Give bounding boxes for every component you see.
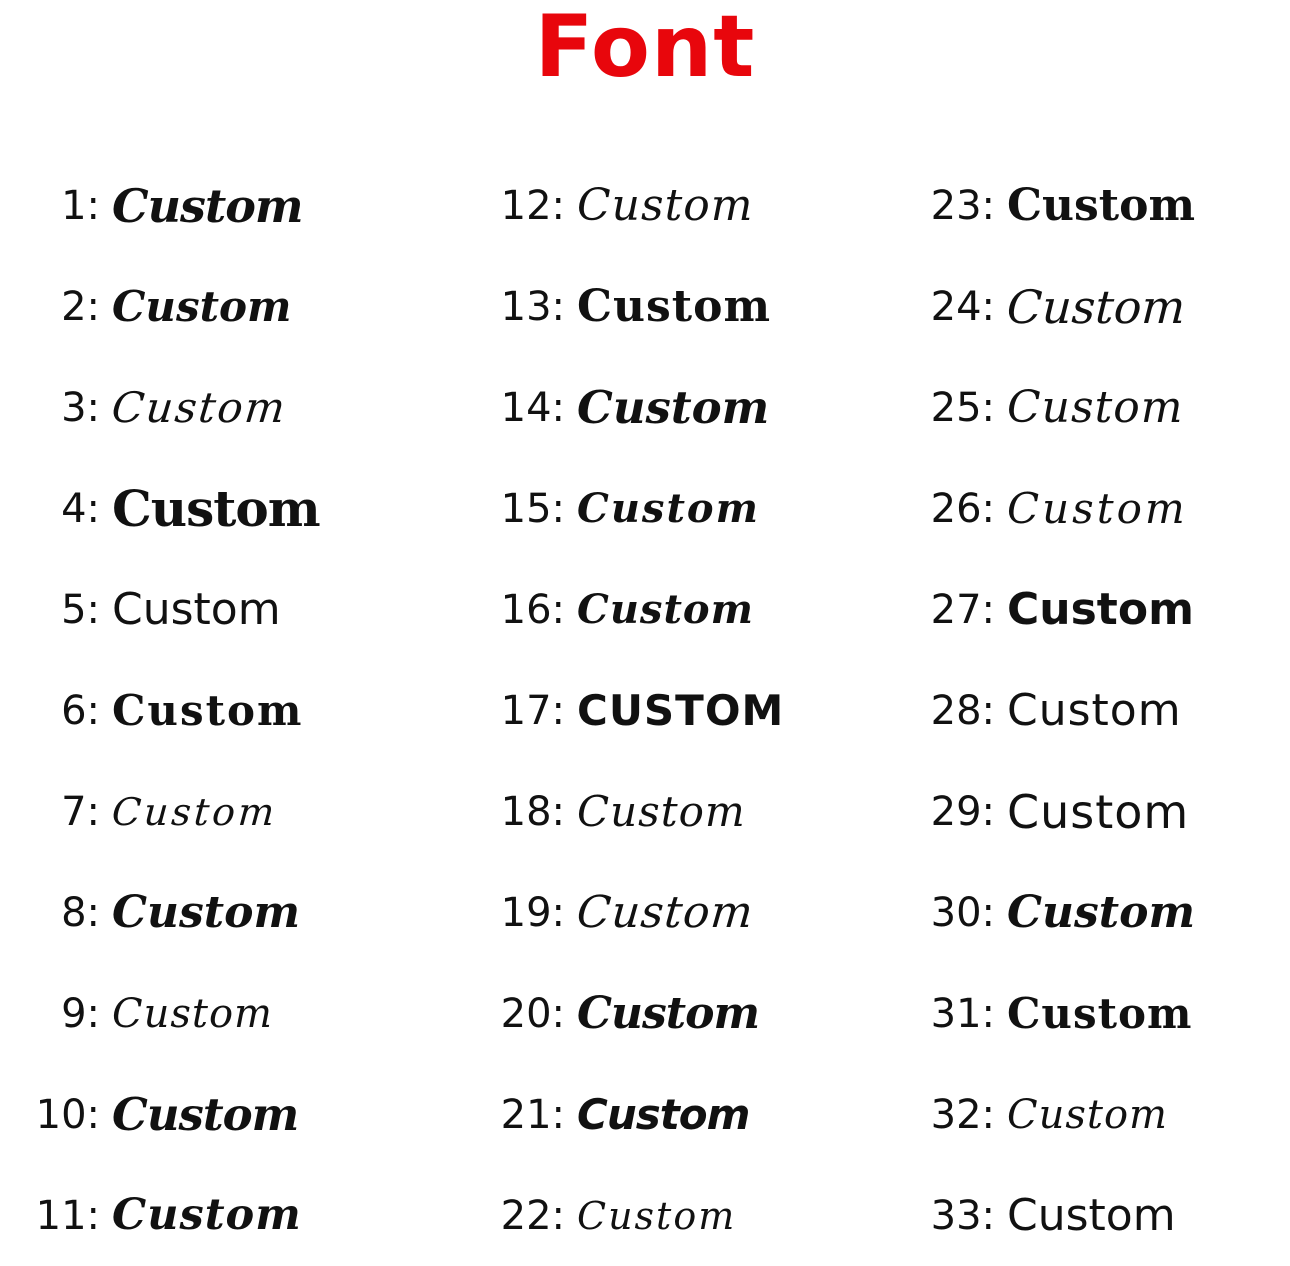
font-option-row[interactable] [870,963,1290,1064]
font-option-number: 31: [930,990,995,1037]
font-option-row[interactable] [440,357,870,458]
font-option-row[interactable] [870,761,1290,862]
font-option-sample: Custom [1007,684,1182,736]
font-option-sample: Custom [112,886,301,938]
font-option-row[interactable] [0,458,440,559]
font-option-sample: Custom [1007,886,1196,938]
font-option-row[interactable] [870,458,1290,559]
font-column-1 [0,155,440,1266]
font-option-sample: Custom [1007,483,1188,533]
font-option-sample: Custom [577,786,746,836]
font-option-number: 5: [61,586,100,633]
font-option-sample: Custom [112,478,320,538]
font-option-number: 33: [930,1192,995,1239]
font-option-sample: Custom [112,1088,299,1141]
font-option-number: 6: [61,687,100,734]
font-option-row[interactable] [0,559,440,660]
font-column-3 [870,155,1290,1266]
font-option-number: 8: [61,889,100,936]
font-option-sample: Custom [577,381,770,434]
font-option-sample: Custom [1007,583,1194,635]
page-title: Font [534,0,756,97]
font-option-row[interactable] [0,357,440,458]
font-option-number: 13: [500,283,565,330]
font-option-row[interactable] [870,357,1290,458]
font-option-row[interactable] [440,761,870,862]
font-option-number: 29: [930,788,995,835]
font-option-row[interactable] [870,559,1290,660]
font-option-number: 23: [930,182,995,229]
font-option-row[interactable] [870,256,1290,357]
font-option-number: 3: [61,384,100,431]
font-option-row[interactable] [0,256,440,357]
font-option-row[interactable] [440,559,870,660]
font-option-row[interactable] [0,862,440,963]
font-option-sample: Custom [1007,1189,1176,1241]
font-option-row[interactable] [0,761,440,862]
font-option-number: 4: [61,485,100,532]
font-columns [0,155,1290,1266]
font-option-number: 32: [930,1091,995,1138]
font-option-number: 17: [500,687,565,734]
font-option-row[interactable] [440,1064,870,1165]
font-option-row[interactable] [870,660,1290,761]
font-option-number: 10: [35,1091,100,1138]
font-option-number: 25: [930,384,995,431]
font-option-number: 16: [500,586,565,633]
font-option-sample: Custom [112,990,273,1037]
font-option-number: 24: [930,283,995,330]
font-option-sample: Custom [577,1089,750,1139]
font-option-sample: Custom [112,583,281,635]
font-option-row[interactable] [0,1165,440,1266]
font-option-row[interactable] [870,862,1290,963]
font-option-number: 7: [61,788,100,835]
font-option-row[interactable] [440,660,870,761]
font-option-number: 12: [500,182,565,229]
font-option-row[interactable] [870,1165,1290,1266]
font-option-row[interactable] [870,1064,1290,1165]
font-option-row[interactable] [440,862,870,963]
font-option-sample: Custom [112,685,304,735]
font-option-sample: Custom [1007,179,1196,231]
font-option-number: 28: [930,687,995,734]
font-option-number: 18: [500,788,565,835]
font-option-sample: CUSTOM [577,685,785,735]
font-option-row[interactable] [0,155,440,256]
font-option-number: 11: [35,1192,100,1239]
font-option-sample: Custom [577,280,772,332]
font-option-sample: Custom [112,178,303,233]
font-option-sample: Custom [574,886,756,938]
font-column-2 [440,155,870,1266]
font-option-row[interactable] [440,256,870,357]
font-option-sample: Custom [1007,784,1190,839]
font-option-sample: Custom [1007,1091,1168,1138]
font-option-sample: Custom [577,484,760,532]
font-option-sample: Custom [110,789,279,834]
font-option-row[interactable] [0,660,440,761]
font-option-sample: Custom [1005,279,1187,334]
font-option-row[interactable] [440,1165,870,1266]
font-option-number: 9: [61,990,100,1037]
font-option-row[interactable] [870,155,1290,256]
font-option-sample: Custom [577,179,754,231]
font-option-sample: Custom [109,382,290,432]
font-option-number: 27: [930,586,995,633]
font-option-row[interactable] [440,458,870,559]
font-option-number: 21: [500,1091,565,1138]
font-option-sample: Custom [1007,381,1184,433]
font-option-sample: Custom [112,1190,302,1240]
font-option-sample: Custom [577,585,754,633]
font-option-number: 1: [61,182,100,229]
font-option-sample: Custom [577,987,760,1039]
font-option-sample: Custom [577,1193,737,1238]
font-option-number: 22: [500,1192,565,1239]
font-option-sample: Custom [1007,988,1193,1038]
font-option-number: 14: [500,384,565,431]
font-option-row[interactable] [0,963,440,1064]
font-option-row[interactable] [0,1064,440,1165]
font-option-sample: Custom [112,281,292,331]
font-option-number: 19: [500,889,565,936]
font-option-row[interactable] [440,155,870,256]
font-option-number: 2: [61,283,100,330]
font-option-number: 15: [500,485,565,532]
font-option-number: 20: [500,990,565,1037]
font-option-row[interactable] [440,963,870,1064]
font-option-number: 30: [930,889,995,936]
font-option-number: 26: [930,485,995,532]
